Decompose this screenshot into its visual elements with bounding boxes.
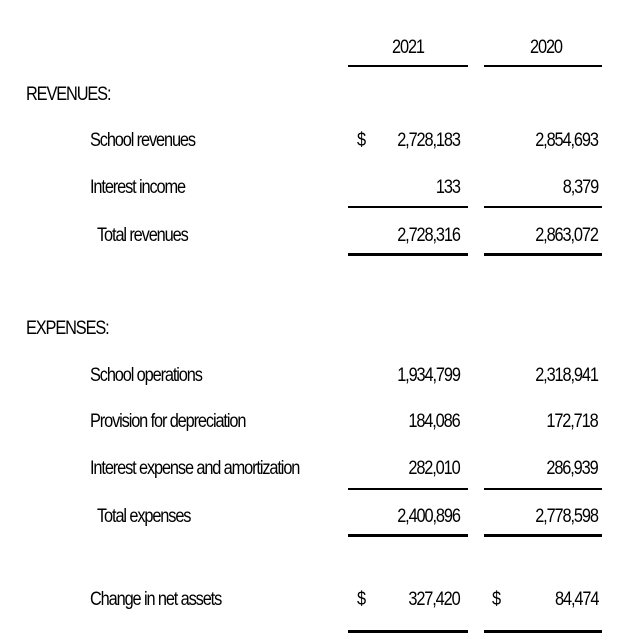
value-2021: 184,086 <box>408 411 460 432</box>
column-header-2021: 2021 <box>392 37 424 58</box>
revenues-total-rule-2020 <box>484 253 602 256</box>
value-2021: 133 <box>436 177 460 198</box>
change-rule-2020 <box>484 630 602 633</box>
currency-symbol: $ <box>357 130 365 151</box>
value-2020: 2,778,598 <box>535 506 598 527</box>
value-2021: 327,420 <box>408 589 460 610</box>
row-label: Change in net assets <box>90 589 222 610</box>
value-2021: 1,934,799 <box>397 365 460 386</box>
value-2020: 84,474 <box>554 589 598 610</box>
column-header-2020: 2020 <box>530 37 562 58</box>
revenues-subtotal-rule-2020 <box>484 206 602 208</box>
expenses-subtotal-rule-2021 <box>348 488 468 490</box>
value-2021: 282,010 <box>408 458 460 479</box>
currency-symbol-2020: $ <box>492 589 500 610</box>
revenues-heading: REVENUES: <box>26 84 111 105</box>
value-2020: 8,379 <box>562 177 598 198</box>
row-label: Interest income <box>90 177 185 198</box>
row-label: Interest expense and amortization <box>90 458 300 479</box>
expenses-subtotal-rule-2020 <box>484 488 602 490</box>
change-rule-2021 <box>348 630 468 633</box>
row-label: School operations <box>90 365 202 386</box>
row-label: Total revenues <box>97 225 188 246</box>
value-2021: 2,728,316 <box>397 225 460 246</box>
expenses-total-rule-2020 <box>484 534 602 537</box>
value-2020: 286,939 <box>546 458 598 479</box>
revenues-subtotal-rule-2021 <box>348 206 468 208</box>
expenses-heading: EXPENSES: <box>26 318 109 339</box>
revenues-total-rule-2021 <box>348 253 468 256</box>
value-2020: 2,318,941 <box>535 365 598 386</box>
row-label: School revenues <box>90 130 195 151</box>
expenses-total-rule-2021 <box>348 534 468 537</box>
column-header-rule-2020 <box>484 65 602 67</box>
value-2020: 2,863,072 <box>535 225 598 246</box>
value-2021: 2,400,896 <box>397 506 460 527</box>
column-header-rule-2021 <box>348 65 468 67</box>
value-2020: 2,854,693 <box>535 130 598 151</box>
currency-symbol-2021: $ <box>357 589 365 610</box>
value-2020: 172,718 <box>546 411 598 432</box>
row-label: Total expenses <box>97 506 191 527</box>
row-label: Provision for depreciation <box>90 411 246 432</box>
value-2021: 2,728,183 <box>397 130 460 151</box>
